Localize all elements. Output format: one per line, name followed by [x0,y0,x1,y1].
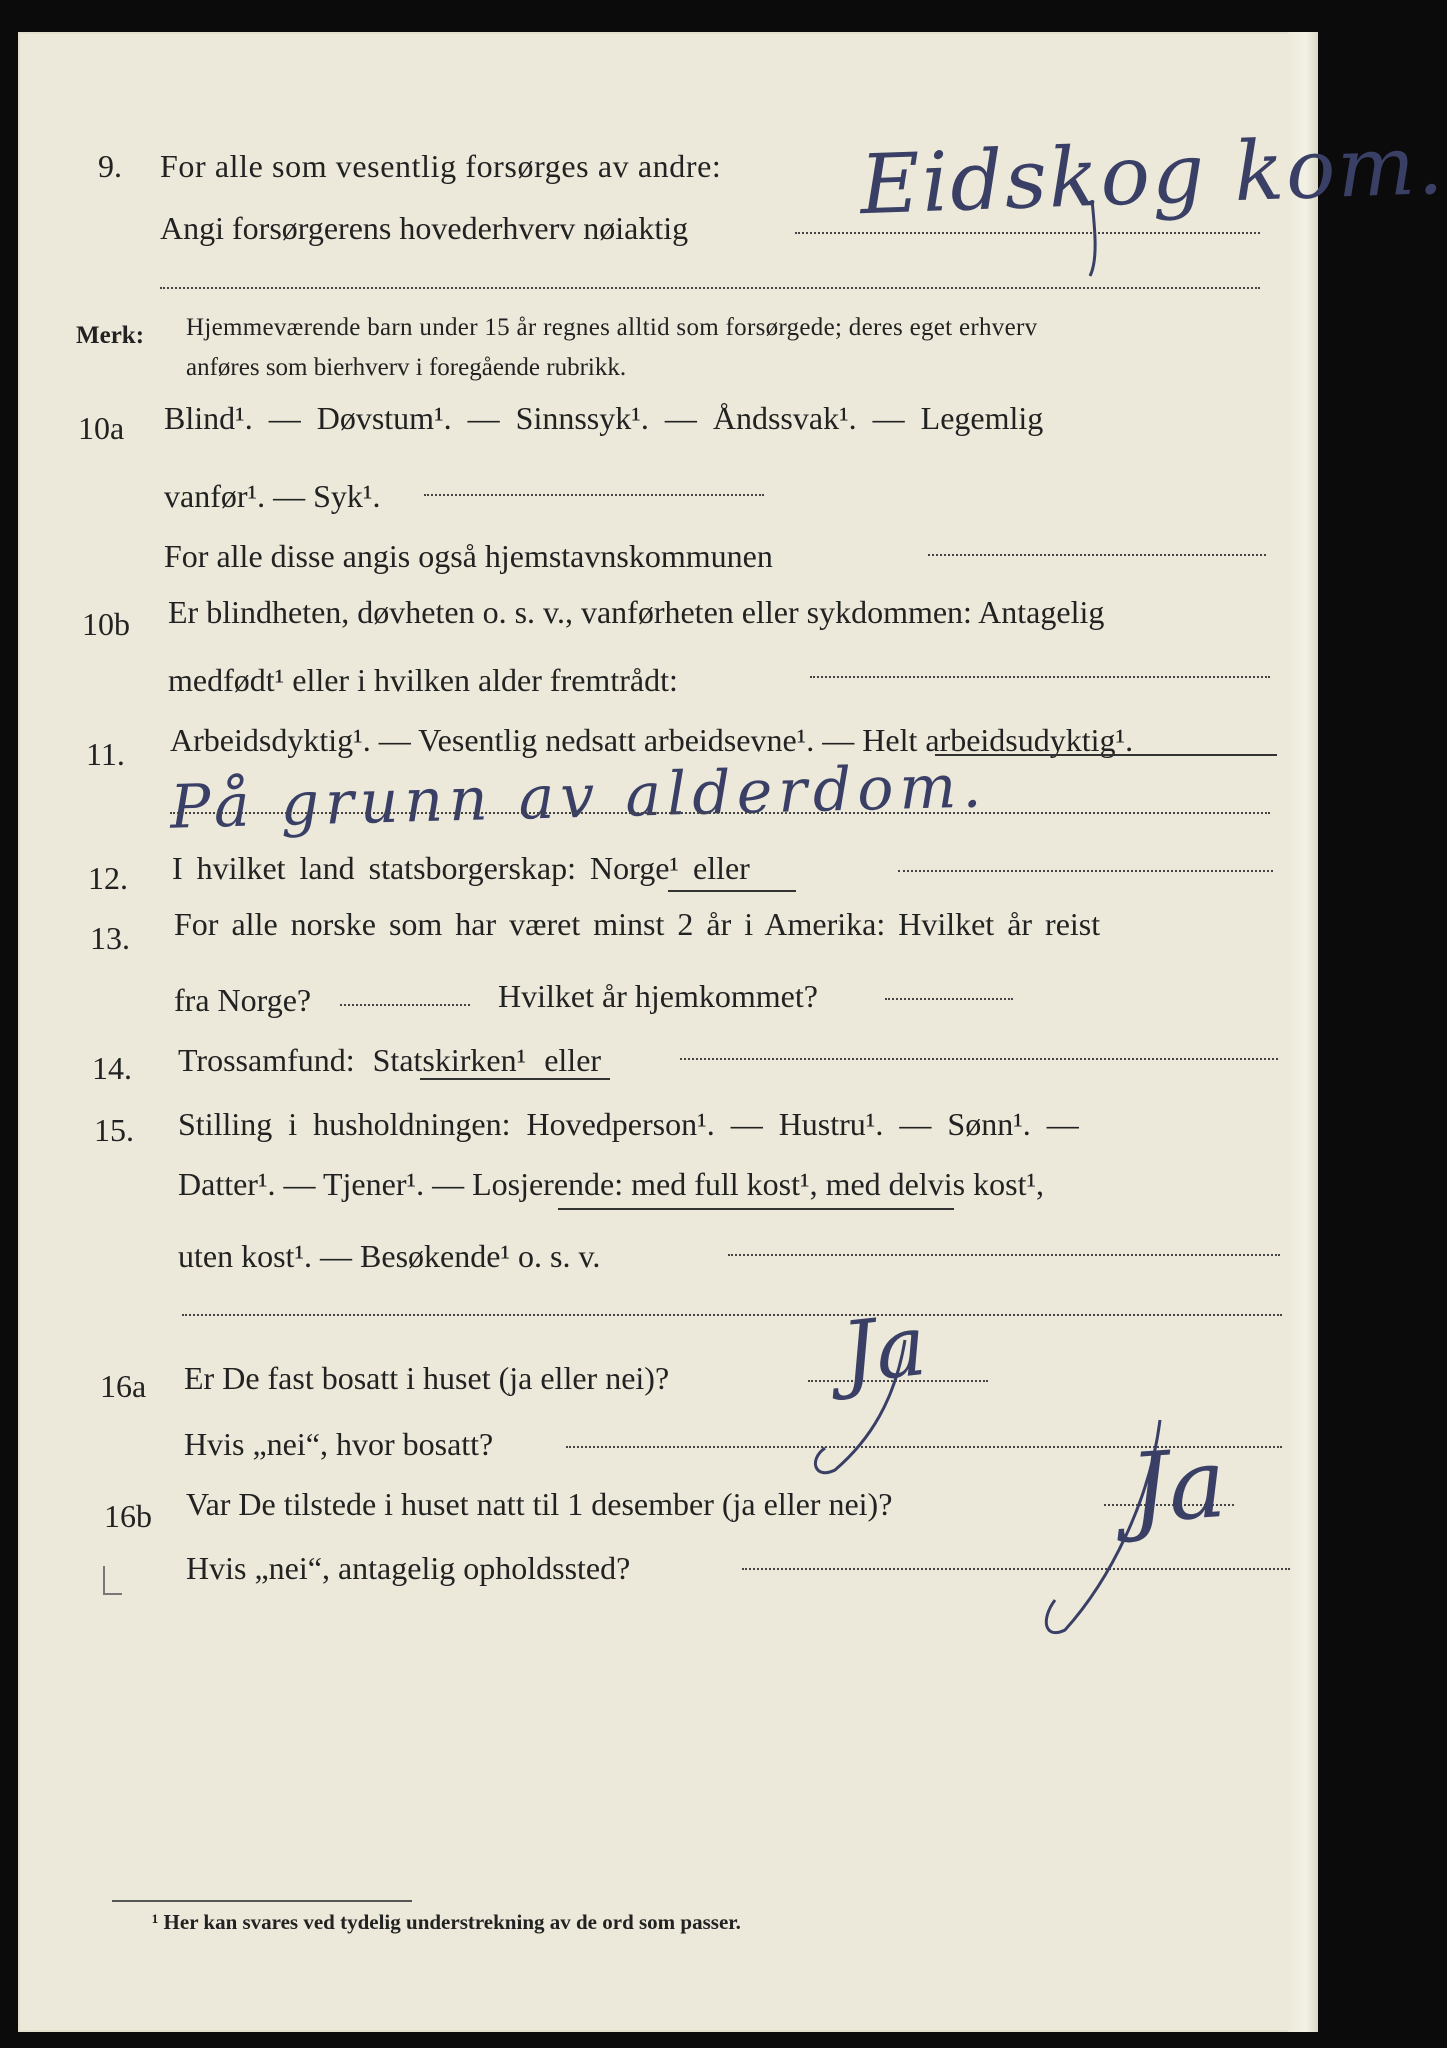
q11-line1: Arbeidsdyktig¹. — Vesentlig nedsatt arbeidsevne¹. — Helt arbeidsudyktig¹. [170,722,1134,758]
q14-line1: Trossamfund: Statskirken¹ eller [178,1042,602,1078]
q14-number: 14. [92,1050,132,1086]
note-label: Merk: [76,322,145,349]
q11-number: 11. [86,736,125,772]
q16a-line1: Er De fast bosatt i huset (ja eller nei)? [184,1360,670,1396]
q13-number: 13. [90,920,130,956]
note-line1: Hjemmeværende barn under 15 år regnes alltid som forsørgede; deres eget erhverv [186,314,1038,341]
q10a-line3: For alle disse angis også hjemstavnskommunen [164,538,773,574]
q10b-number: 10b [82,606,130,642]
q15-number: 15. [94,1112,134,1148]
q16a-handwritten-answer: Ja [837,1295,931,1403]
q16b-line2: Hvis „nei“, antagelig opholdssted? [186,1550,631,1586]
q16b-ja-descender-stroke [1046,1420,1160,1633]
q16a-line2: Hvis „nei“, hvor bosatt? [184,1426,494,1462]
q16b-number: 16b [104,1498,152,1534]
q10a-line1: Blind¹. — Døvstum¹. — Sinnssyk¹. — Åndssvak¹. — Legemlig [164,400,1044,436]
q10b-line1: Er blindheten, døvheten o. s. v., vanførheten eller sykdommen: Antagelig [168,594,1105,630]
bracket-mark [104,1566,122,1594]
q9-descender-stroke [1090,200,1095,276]
q16a-ja-descender-stroke [815,1340,905,1473]
q15-line1: Stilling i husholdningen: Hovedperson¹. — Hustru¹. — Sønn¹. — [178,1106,1079,1142]
q9-line2: Angi forsørgerens hovederhverv nøiaktig [160,210,689,246]
q9-number: 9. [98,148,122,184]
q12-number: 12. [88,860,128,896]
q16b-handwritten-answer: Ja [1126,1426,1230,1546]
note-line2: anføres som bierhverv i foregående rubrikk. [186,354,627,381]
footnote-text: ¹ Her kan svares ved tydelig understrekning av de ord som passer. [152,1910,741,1934]
q13-line2b: Hvilket år hjemkommet? [498,978,818,1014]
q10a-line2: vanfør¹. — Syk¹. [164,478,381,514]
q10a-number: 10a [78,410,125,446]
q9-line1: For alle som vesentlig forsørges av andre: [160,148,722,184]
q16a-number: 16a [100,1368,147,1404]
q9-handwritten-answer: Eidskog kom. [858,117,1447,234]
q15-line2: Datter¹. — Tjener¹. — Losjerende: med full kost¹, med delvis kost¹, [178,1166,1045,1202]
footnote-separator [112,1900,412,1902]
q13-line2a: fra Norge? [174,982,312,1018]
q13-line1: For alle norske som har været minst 2 år i Amerika: Hvilket år reist [174,906,1101,942]
q15-line3: uten kost¹. — Besøkende¹ o. s. v. [178,1238,601,1274]
q11-handwritten-answer: På grunn av alderdom. [169,751,989,843]
q10b-line2: medfødt¹ eller i hvilken alder fremtrådt: [168,662,678,698]
q12-line1: I hvilket land statsborgerskap: Norge¹ eller [172,850,750,886]
q16b-line1: Var De tilstede i huset natt til 1 desember (ja eller nei)? [186,1486,893,1522]
